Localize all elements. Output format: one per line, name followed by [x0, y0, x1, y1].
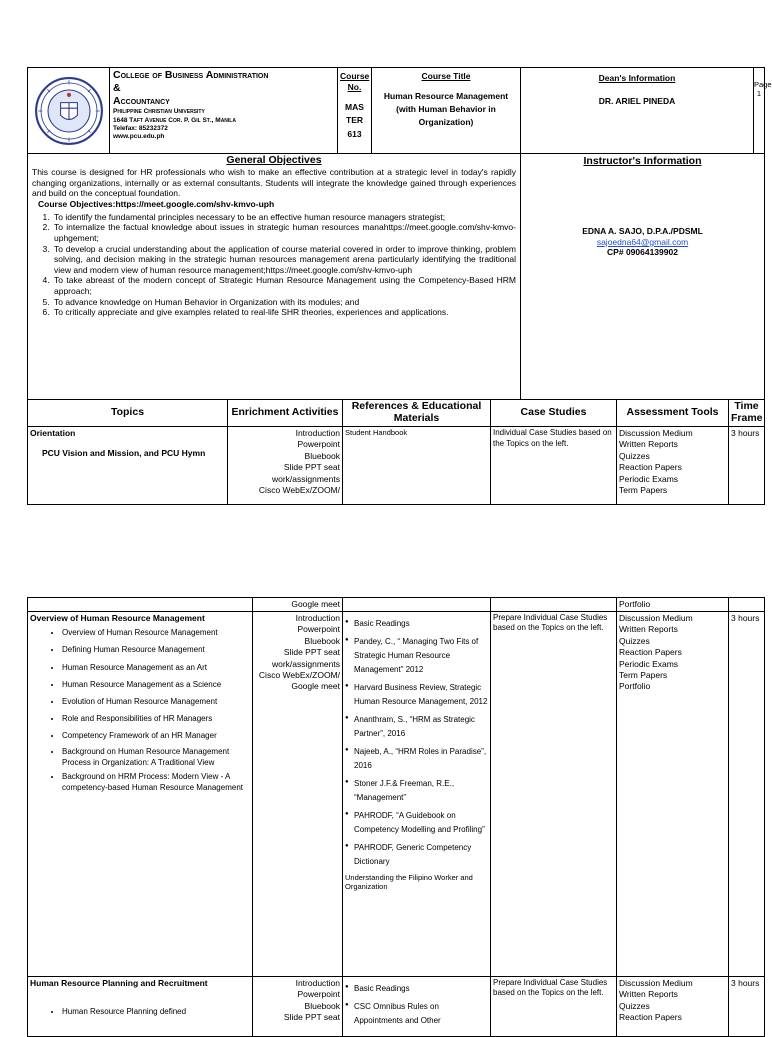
enrichment-item: Slide PPT seat [283, 1012, 340, 1023]
schedule-table-top [27, 399, 765, 505]
overview-enrichment-cell [253, 611, 343, 976]
objective-item: 1. To identify the fundamental principles necessary to be an effective human resource managers strategist; [52, 212, 516, 223]
course-no-label: Course No. [340, 71, 370, 92]
assessment-item: Reaction Papers [619, 647, 682, 658]
assessment-item: Reaction Papers [619, 1012, 682, 1023]
reference-item: ● Basic Readings [354, 617, 488, 631]
university-seal-cell [28, 68, 110, 154]
enrichment-item: Slide PPT seat work/assignments [271, 462, 340, 484]
instructor-phone: CP# 09064139902 [607, 247, 678, 258]
instructor-info-cell [521, 154, 765, 400]
enrichment-item: Introduction [295, 612, 340, 623]
instructor-info-title: Instructor's Information [583, 155, 702, 167]
instructor-name: EDNA A. SAJO, D.P.A./PDSML [582, 226, 703, 237]
objective-item: 4. To take abreast of the modern concept of Strategic Human Resource Management using the Competency-Based HRM approach; [52, 275, 516, 296]
reference-item: ● Najeeb, A., “HRM Roles in Paradise”, 2016 [354, 745, 488, 773]
assessment-item: Written Reports [619, 439, 678, 450]
course-title-cell [372, 68, 521, 154]
enrichment-item: Bluebook [304, 635, 340, 646]
enrichment-item: Bluebook [304, 450, 340, 461]
university-address: 1648 Taft Avenue Cor. P. Gil St., Manila [113, 116, 236, 124]
enrichment-item: Cisco WebEx/ZOOM/ [258, 485, 340, 496]
assessment-item: Discussion Medium [619, 977, 693, 988]
reference-item: Student Handbook [345, 428, 408, 437]
objective-item: 6. To critically appreciate and give examples related to real-life SHR theories, experiences and applications. [52, 307, 516, 318]
continued-assessment: Portfolio [617, 598, 729, 612]
enrichment-item: Bluebook [304, 1000, 340, 1011]
reference-tail: Understanding the Filipino Worker and Organization [345, 872, 473, 892]
assessment-item: Reaction Papers [619, 462, 682, 473]
case-study-text: Prepare Individual Case Studies based on the Topics on the left. [493, 977, 608, 998]
dean-info-cell [521, 68, 754, 154]
assessment-item: Quizzes [619, 450, 650, 461]
col-header-time: Time Frame [729, 400, 765, 427]
col-header-assessment: Assessment Tools [617, 400, 729, 427]
reference-item: ● PAHRODF, Generic Competency Dictionary [354, 841, 488, 869]
dean-name: DR. ARIEL PINEDA [598, 95, 676, 106]
list-item: • Human Resource Management as an Art [62, 660, 250, 675]
page-number-cell [754, 68, 772, 154]
overview-references-list [345, 617, 488, 869]
enrichment-item: Slide PPT seat work/assignments [271, 647, 340, 669]
general-objectives-title: General Objectives [226, 154, 322, 166]
continued-enrichment: Google meet [253, 598, 343, 612]
enrichment-item: Google meet [291, 681, 340, 692]
reference-item: ● CSC Omnibus Rules on Appointments and Other [354, 1000, 488, 1028]
orientation-topic-title: Orientation [30, 428, 76, 438]
assessment-item: Written Reports [619, 989, 678, 1000]
list-item: • Evolution of Human Resource Management [62, 694, 250, 709]
syllabus-header-table [27, 67, 772, 400]
objective-item: 5. To advance knowledge on Human Behavior in Organization with its modules; and [52, 297, 516, 308]
table-row-orientation [28, 427, 765, 505]
col-header-enrichment: Enrichment Activities [228, 400, 343, 427]
college-name-line2: Accountancy [113, 95, 170, 108]
course-title-value: Human Resource Management (with Human Behavior in Organization) [383, 90, 509, 127]
assessment-item: Quizzes [619, 1000, 650, 1011]
time-frame: 3 hours [731, 428, 760, 438]
overview-topic-title: Overview of Human Resource Management [30, 612, 205, 623]
table-row-overview [28, 611, 765, 976]
reference-item: ● PAHRODF, “A Guidebook on Competency Modelling and Profiling” [354, 809, 488, 837]
case-study-text: Prepare Individual Case Studies based on the Topics on the left. [493, 612, 608, 633]
planning-references-cell [343, 976, 491, 1036]
overview-references-cell [343, 611, 491, 976]
assessment-item: Quizzes [619, 635, 650, 646]
college-name-amp: & [113, 82, 121, 95]
list-item: • Overview of Human Resource Management [62, 625, 250, 640]
table-row-planning [28, 976, 765, 1036]
college-name-line1: College of Business Administration [113, 69, 269, 81]
course-objectives-list [32, 212, 516, 318]
university-name: Philippine Christian University [113, 108, 205, 116]
list-item: • Background on HRM Process: Modern View - A competency-based Human Resource Management [62, 771, 250, 794]
orientation-assessment-cell [617, 427, 729, 505]
enrichment-item: Powerpoint [297, 439, 340, 450]
instructor-email-link[interactable]: sajoedna64@gmail.com [596, 236, 689, 247]
enrichment-item: Cisco WebEx/ZOOM/ [258, 669, 340, 680]
list-item: • Human Resource Planning defined [62, 1004, 250, 1019]
list-item: • Role and Responsibilities of HR Managers [62, 711, 250, 726]
university-telefax: Telefax: 85232372 [113, 124, 168, 132]
enrichment-item: Powerpoint [297, 624, 340, 635]
list-item: • Defining Human Resource Management [62, 642, 250, 657]
reference-item: ● Harvard Business Review, Strategic Human Resource Management, 2012 [354, 681, 488, 709]
overview-subtopics-list [30, 625, 250, 794]
orientation-case-cell [491, 427, 617, 505]
assessment-item: Periodic Exams [619, 473, 679, 484]
assessment-item: Periodic Exams [619, 658, 679, 669]
planning-references-list [345, 982, 488, 1028]
list-item: • Background on Human Resource Management Process in Organization: A Traditional View [62, 746, 250, 769]
objective-item: 2. To internalize the factual knowledge about issues in strategic human resources manahttps://meet.google.com/shv-kmvo-uphgement; [52, 222, 516, 243]
assessment-item: Term Papers [619, 485, 668, 496]
planning-case-cell [491, 976, 617, 1036]
general-objectives-intro: This course is designed for HR professionals who wish to make an effective contribution at a strategic level in today's rapidly changing organizations, internally or as external consultants. Students will integrate the knowledge gained through experiences and build on the conceptual foundation. [32, 167, 516, 199]
overview-topic-cell [28, 611, 253, 976]
enrichment-item: Introduction [295, 977, 340, 988]
planning-subtopics-list [30, 1004, 250, 1019]
university-seal-icon [34, 76, 104, 146]
overview-case-cell [491, 611, 617, 976]
planning-topic-cell [28, 976, 253, 1036]
planning-topic-title: Human Resource Planning and Recruitment [30, 977, 208, 988]
course-title-label: Course Title [421, 71, 471, 81]
planning-assessment-cell [617, 976, 729, 1036]
col-header-topics: Topics [28, 400, 228, 427]
reference-item: ● Basic Readings [354, 982, 488, 996]
orientation-references-cell [343, 427, 491, 505]
assessment-item: Term Papers [619, 669, 668, 680]
orientation-enrichment-cell [228, 427, 343, 505]
col-header-case-studies: Case Studies [491, 400, 617, 427]
college-info-cell [110, 68, 338, 154]
overview-assessment-cell [617, 611, 729, 976]
assessment-item: Discussion Medium [619, 612, 693, 623]
enrichment-item: Introduction [295, 428, 340, 438]
planning-enrichment-cell [253, 976, 343, 1036]
reference-item: ● Pandey, C., “ Managing Two Fits of Strategic Human Resource Management” 2012 [354, 635, 488, 677]
enrichment-item: Powerpoint [297, 989, 340, 1000]
university-website: www.pcu.edu.ph [113, 132, 165, 140]
course-no-cell [338, 68, 372, 154]
list-item: • Human Resource Management as a Science [62, 677, 250, 692]
time-frame: 3 hours [731, 977, 760, 988]
general-objectives-cell [28, 154, 521, 400]
assessment-item: Portfolio [619, 681, 651, 692]
orientation-topic-sub: PCU Vision and Mission, and PCU Hymn [42, 447, 206, 458]
dean-info-label: Dean's Information [598, 73, 676, 83]
list-item: • Competency Framework of an HR Manager [62, 728, 250, 743]
case-study-text: Individual Case Studies based on the Topics on the left. [493, 428, 612, 448]
page-number: Page 1 [754, 80, 772, 99]
orientation-time-cell [729, 427, 765, 505]
reference-item: ● Stoner J.F.& Freeman, R.E., “Management” [354, 777, 488, 805]
assessment-item: Discussion Medium [619, 428, 693, 438]
schedule-table-continued [27, 597, 765, 1037]
reference-item: ● Ananthram, S., “HRM as Strategic Partner”, 2016 [354, 713, 488, 741]
orientation-topic-cell [28, 427, 228, 505]
overview-time-cell [729, 611, 765, 976]
col-header-references: References & Educational Materials [343, 400, 491, 427]
objective-item: 3. To develop a crucial understanding about the application of course material covered in order to improve thinking, problem solving, and decision making in the strategic human resources management arena particularly identifying the traditional view and modern view of human resource management;https://meet.google.com/shv-kmvo-uph [52, 244, 516, 276]
time-frame: 3 hours [731, 612, 760, 623]
planning-time-cell [729, 976, 765, 1036]
course-no-value: MAS TER 613 [345, 102, 364, 139]
assessment-item: Written Reports [619, 624, 678, 635]
course-objectives-heading: Course Objectives:https://meet.google.com/shv-kmvo-uph [38, 199, 275, 209]
